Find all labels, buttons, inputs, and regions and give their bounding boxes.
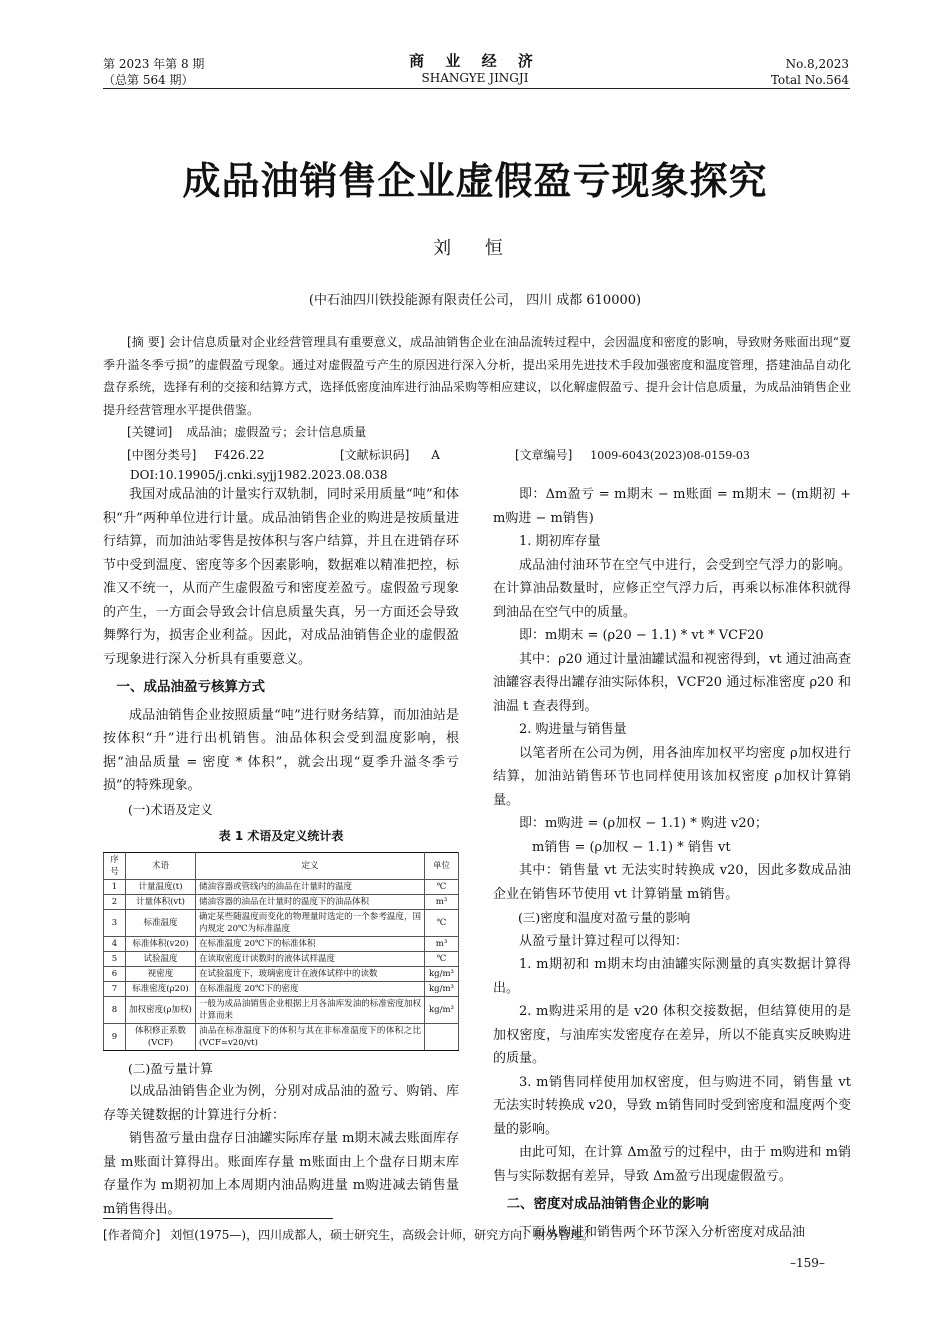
table-cell: 储油容器的油品在计量时的温度下的油品体积 bbox=[196, 894, 425, 909]
equation-profit-loss: 即：Δm盈亏 = m期末 − m账面 = m期末 − (m期初 + m购进 − m销售) bbox=[493, 487, 851, 526]
author-bio-label: [作者简介] bbox=[103, 1228, 161, 1242]
table-cell: ℃ bbox=[425, 879, 459, 894]
paragraph: 成品油付油环节在空气中进行，会受到空气浮力的影响。在计算油品数量时，应修正空气浮力后，再乘以标准体积就得到油品在空气中的质量。 bbox=[493, 557, 851, 620]
paragraph: 以成品油销售企业为例，分别对成品油的盈亏、购销、库存等关键数据的计算进行分析： bbox=[103, 1084, 459, 1123]
journal-name-cn: 商 业 经 济 bbox=[409, 52, 541, 70]
paragraph: 成品油销售企业按照质量“吨”进行财务结算，而加油站是按体积“升”进行出机销售。油品体积会受到温度影响，根据“油品质量 = 密度 * 体积”，就会出现“夏季升溢冬季亏损”的特殊现象。 bbox=[103, 707, 459, 793]
table-cell: 加权密度(ρ加权) bbox=[126, 996, 196, 1023]
table-cell: 在标准温度 20℃下的标准体积 bbox=[196, 936, 425, 951]
table-row bbox=[104, 879, 459, 894]
table-cell: 确定某些随温度而变化的物理量时选定的一个参考温度，国内规定 20℃为标准温度 bbox=[196, 909, 425, 936]
table-cell: 在试验温度下，玻璃密度计在液体试样中的读数 bbox=[196, 966, 425, 981]
table-cell: 在标准温度 20℃下的密度 bbox=[196, 981, 425, 996]
abstract bbox=[103, 331, 851, 421]
table-cell: 3 bbox=[104, 909, 126, 936]
table-cell: 4 bbox=[104, 936, 126, 951]
table-cell: ℃ bbox=[425, 951, 459, 966]
table-row bbox=[104, 936, 459, 951]
article-number bbox=[515, 445, 750, 466]
table-cell: 试验温度 bbox=[126, 951, 196, 966]
doi: DOI:10.19905/j.cnki.syjj1982.2023.08.038 bbox=[130, 468, 388, 482]
table-cell: 7 bbox=[104, 981, 126, 996]
paragraph: 销售盈亏量由盘存日油罐实际库存量 m期末减去账面库存量 m账面计算得出。账面库存量 m账面由上个盘存日期末库存量作为 m期初加上本周期内油品购进量 m购进减去销售量 m销售得出。 bbox=[103, 1131, 459, 1217]
keywords bbox=[127, 422, 366, 442]
document-code bbox=[340, 445, 440, 465]
table-header-cell: 序号 bbox=[104, 852, 126, 879]
table-cell: kg/m³ bbox=[425, 981, 459, 996]
table-cell: 一般为成品油销售企业根据上月各油库发油的标准密度加权计算而来 bbox=[196, 996, 425, 1023]
subsection-heading-calc: (二)盈亏量计算 bbox=[128, 1060, 213, 1076]
author-name: 刘 恒 bbox=[433, 238, 517, 259]
keywords-text: 成品油；虚假盈亏；会计信息质量 bbox=[186, 425, 367, 439]
table-cell: 2 bbox=[104, 894, 126, 909]
document-code-label: [文献标识码] bbox=[340, 448, 410, 462]
table-cell: 1 bbox=[104, 879, 126, 894]
table-cell: 油品在标准温度下的体积与其在非标准温度下的体积之比(VCF=v20/vt) bbox=[196, 1023, 425, 1050]
subsection-heading-terms: (一)术语及定义 bbox=[128, 801, 213, 817]
abstract-text: 会计信息质量对企业经营管理具有重要意义，成品油销售企业在油品流转过程中，会因温度和密度的影响，导致财务账面出现“夏季升溢冬季亏损”的虚假盈亏现象。通过对虚假盈亏产生的原因进行深入分析，提出采用先进技术手段加强密度和温度管理，搭建油品自动化盘存系统，选择有利的交接和结算方式，选择低密度油库进行油品采购等相应建议，以化解虚假盈亏、提升会计信息质量，为成品油销售企业提升经营管理水平提供借鉴。 bbox=[103, 335, 851, 417]
page-number: –159– bbox=[790, 1256, 825, 1270]
table-cell: 在读取密度计读数时的液体试样温度 bbox=[196, 951, 425, 966]
author-bio bbox=[103, 1226, 851, 1243]
table-cell: 6 bbox=[104, 966, 126, 981]
journal-name-en: SHANGYE JINGJI bbox=[421, 71, 529, 85]
author-bio-text: 刘恒(1975—)，四川成都人，硕士研究生，高级会计师，研究方向：财务管理。 bbox=[170, 1228, 595, 1242]
table-cell: 5 bbox=[104, 951, 126, 966]
table-cell: 标准体积(v20) bbox=[126, 936, 196, 951]
table-row bbox=[104, 981, 459, 996]
table-row bbox=[104, 996, 459, 1023]
table-row bbox=[104, 966, 459, 981]
author-affiliation: (中石油四川铁投能源有限责任公司， 四川 成都 610000) bbox=[308, 293, 642, 308]
equation-purchase: 即：m购进 = (ρ加权 − 1.1) * 购进 v20； bbox=[519, 816, 768, 831]
left-column bbox=[103, 483, 459, 1221]
paragraph: 其中：ρ20 通过计量油罐试温和视密得到，vt 通过油高查油罐容表得出罐存油实际体积，VCF20 通过标准密度 ρ20 和油温 t 查表得到。 bbox=[493, 651, 851, 714]
item-heading: 1. 期初库存量 bbox=[519, 534, 601, 549]
keywords-label: [关键词] bbox=[127, 425, 173, 439]
clc-label: [中图分类号] bbox=[127, 448, 197, 462]
paragraph: 2. m购进采用的是 v20 体积交接数据，但结算使用的是加权密度，与油库实发密度存在差异，所以不能真实反映购进的质量。 bbox=[493, 1004, 851, 1066]
table-row bbox=[104, 894, 459, 909]
table-cell: kg/m³ bbox=[425, 996, 459, 1023]
table-cell: 9 bbox=[104, 1023, 126, 1050]
paragraph: 1. m期初和 m期末均由油罐实际测量的真实数据计算得出。 bbox=[493, 957, 851, 996]
terms-table bbox=[103, 852, 459, 1051]
table-cell: ℃ bbox=[425, 909, 459, 936]
table-cell: 体积修正系数(VCF) bbox=[126, 1023, 196, 1050]
table-header-cell: 术语 bbox=[126, 852, 196, 879]
issue-year-number: 第 2023 年第 8 期 bbox=[103, 57, 205, 71]
paragraph: 由此可知，在计算 Δm盈亏的过程中，由于 m购进和 m销售与实际数据有差异，导致 Δm盈亏出现虚假盈亏。 bbox=[493, 1145, 851, 1184]
issue-total-en: Total No.564 bbox=[770, 73, 849, 87]
table-cell: m³ bbox=[425, 894, 459, 909]
subsection-heading-influence: (三)密度和温度对盈亏量的影响 bbox=[518, 910, 691, 925]
footnote-rule bbox=[103, 1218, 333, 1219]
issue-info-en bbox=[771, 56, 849, 88]
table-row bbox=[104, 909, 459, 936]
table-cell: 标准温度 bbox=[126, 909, 196, 936]
paragraph: 下面从购进和销售两个环节深入分析密度对成品油 bbox=[519, 1224, 806, 1240]
table-header-row bbox=[104, 852, 459, 879]
section-heading-2: 二、密度对成品油销售企业的影响 bbox=[506, 1196, 709, 1212]
item-heading: 2. 购进量与销售量 bbox=[519, 722, 627, 737]
table-cell: m³ bbox=[425, 936, 459, 951]
table-cell: 视密度 bbox=[126, 966, 196, 981]
issue-total-number: （总第 564 期） bbox=[103, 73, 194, 87]
table-header-cell: 定义 bbox=[196, 852, 425, 879]
table-row bbox=[104, 1023, 459, 1050]
equation-ending-stock: 即：m期末 = (ρ20 − 1.1) * vt * VCF20 bbox=[519, 628, 764, 643]
table-cell bbox=[425, 1023, 459, 1050]
paragraph: 其中：销售量 vt 无法实时转换成 v20，因此多数成品油企业在销售环节使用 vt 计算销量 m销售。 bbox=[493, 863, 851, 902]
table-cell: 储油容器或管线内的油品在计量时的温度 bbox=[196, 879, 425, 894]
clc-value: F426.22 bbox=[214, 448, 265, 462]
issue-number-en: No.8,2023 bbox=[785, 57, 849, 71]
paragraph: 从盈亏量计算过程可以得知： bbox=[519, 933, 689, 949]
table-cell: 计量温度(t) bbox=[126, 879, 196, 894]
paragraph: 以笔者所在公司为例，用各油库加权平均密度 ρ加权进行结算，加油站销售环节也同样使用该加权密度 ρ加权计算销量。 bbox=[493, 745, 851, 808]
table-caption: 表 1 术语及定义统计表 bbox=[218, 829, 344, 843]
right-column bbox=[493, 483, 851, 1244]
section-heading-1: 一、成品油盈亏核算方式 bbox=[116, 679, 265, 695]
header-rule bbox=[103, 88, 850, 89]
table-cell: 计量体积(vt) bbox=[126, 894, 196, 909]
table-cell: kg/m³ bbox=[425, 966, 459, 981]
table-row bbox=[104, 951, 459, 966]
clc-number bbox=[127, 445, 265, 465]
document-code-value: A bbox=[431, 448, 440, 462]
article-number-value: 1009-6043(2023)08-0159-03 bbox=[590, 449, 750, 462]
article-title: 成品油销售企业虚假盈亏现象探究 bbox=[182, 159, 768, 203]
paragraph: 3. m销售同样使用加权密度，但与购进不同，销售量 vt 无法实时转换成 v20，导致 m销售同时受到密度和温度两个变量的影响。 bbox=[493, 1074, 851, 1137]
table-cell: 标准密度(ρ20) bbox=[126, 981, 196, 996]
intro-paragraph: 我国对成品油的计量实行双轨制，同时采用质量“吨”和体积“升”两种单位进行计量。成品油销售企业的购进是按质量进行结算，而加油站零售是按体积与客户结算，并且在进销存环节中受到温度、密度等多个因素影响，数据难以精准把控，标准又不统一，从而产生虚假盈亏和密度差盈亏。虚假盈亏现象的产生，一方面会导致会计信息质量失真，另一方面还会导致舞弊行为，损害企业利益。因此，对成品油销售企业的虚假盈亏现象进行深入分析具有重要意义。 bbox=[103, 487, 459, 667]
abstract-label: [摘 要] bbox=[127, 335, 165, 349]
table-cell: 8 bbox=[104, 996, 126, 1023]
equation-sales: m销售 = (ρ加权 − 1.1) * 销售 vt bbox=[532, 839, 731, 855]
table-header-cell: 单位 bbox=[425, 852, 459, 879]
article-number-label: [文章编号] bbox=[515, 448, 573, 462]
